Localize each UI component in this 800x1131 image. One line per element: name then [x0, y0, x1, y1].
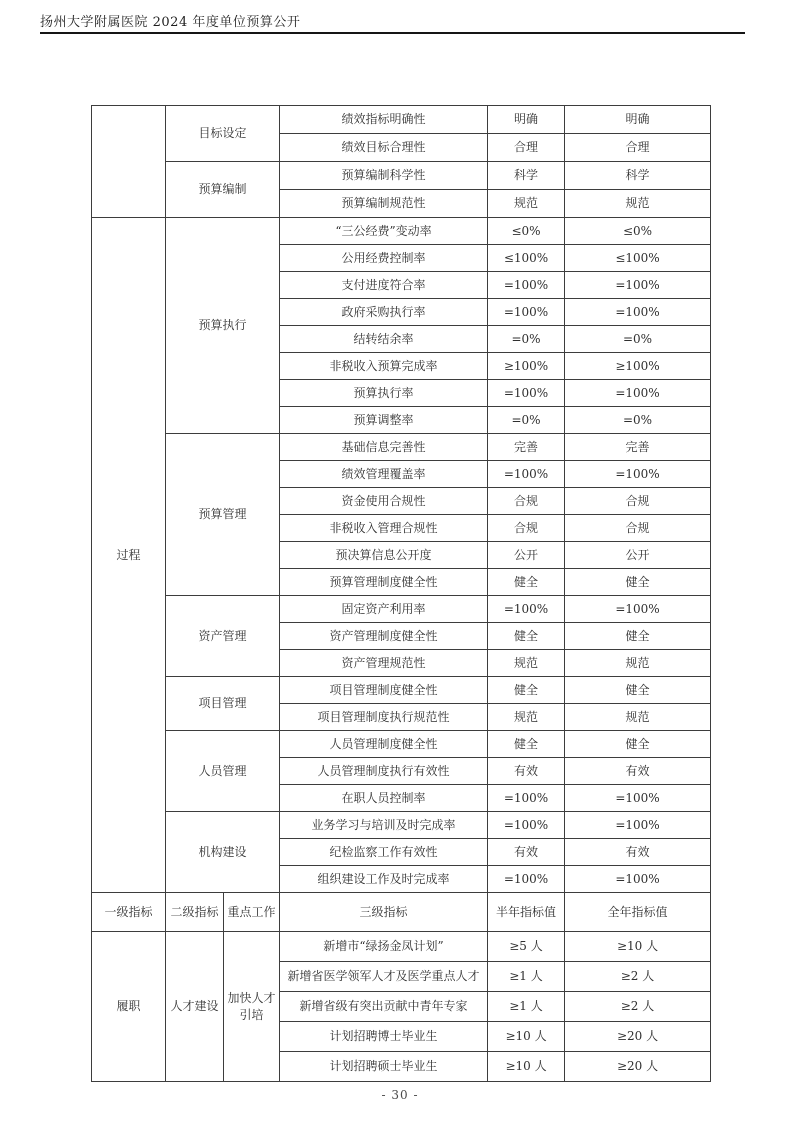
half-year-value-cell: =100% [488, 299, 565, 326]
level3-indicator-cell: 预算执行率 [280, 380, 488, 407]
half-year-value-cell: ≥1 人 [488, 992, 565, 1022]
half-year-value-cell: =100% [488, 785, 565, 812]
full-year-value-cell: ≥10 人 [565, 932, 711, 962]
half-year-value-cell: 明确 [488, 106, 565, 134]
half-year-value-cell: ≤0% [488, 218, 565, 245]
full-year-value-cell: 有效 [565, 758, 711, 785]
level3-indicator-cell: 人员管理制度执行有效性 [280, 758, 488, 785]
table-row [92, 932, 711, 962]
half-year-value-cell: 健全 [488, 623, 565, 650]
full-year-value-cell: ≥20 人 [565, 1022, 711, 1052]
document-header-title: 扬州大学附属医院 2024 年度单位预算公开 [40, 15, 301, 30]
half-year-value-cell: 健全 [488, 731, 565, 758]
full-year-value-cell: ≥2 人 [565, 962, 711, 992]
half-year-value-cell: 完善 [488, 434, 565, 461]
level3-indicator-cell: 资金使用合规性 [280, 488, 488, 515]
full-year-value-cell: 健全 [565, 623, 711, 650]
half-year-value-cell: 健全 [488, 569, 565, 596]
table-row [92, 731, 711, 758]
level3-indicator-cell: 公用经费控制率 [280, 245, 488, 272]
level3-indicator-cell: 支付进度符合率 [280, 272, 488, 299]
half-year-value-cell: =100% [488, 596, 565, 623]
half-year-value-cell: 规范 [488, 704, 565, 731]
half-year-value-cell: 科学 [488, 162, 565, 190]
full-year-value-cell: ≤100% [565, 245, 711, 272]
budget-table-body [92, 106, 711, 1082]
half-year-value-cell: 合规 [488, 488, 565, 515]
half-year-value-cell: 有效 [488, 839, 565, 866]
level3-indicator-cell: 基础信息完善性 [280, 434, 488, 461]
level3-indicator-cell: 新增省级有突出贡献中青年专家 [280, 992, 488, 1022]
budget-performance-table [91, 105, 711, 1082]
full-year-value-cell: 健全 [565, 677, 711, 704]
level2-indicator-cell: 目标设定 [166, 106, 280, 162]
header-divider-rule [40, 32, 745, 34]
level2-indicator-cell: 预算执行 [166, 218, 280, 434]
full-year-value-cell: 合规 [565, 515, 711, 542]
half-year-value-cell: 健全 [488, 677, 565, 704]
level3-indicator-cell: 预算调整率 [280, 407, 488, 434]
full-year-value-cell: ≥100% [565, 353, 711, 380]
level3-indicator-cell: 在职人员控制率 [280, 785, 488, 812]
full-year-value-cell: =100% [565, 272, 711, 299]
level3-indicator-cell: 绩效指标明确性 [280, 106, 488, 134]
full-year-value-cell: =100% [565, 380, 711, 407]
level2-indicator-cell: 机构建设 [166, 812, 280, 893]
table-row [92, 893, 711, 932]
level3-indicator-cell: 预算编制科学性 [280, 162, 488, 190]
column-header-cell: 二级指标 [166, 893, 224, 932]
half-year-value-cell: 合规 [488, 515, 565, 542]
level3-indicator-cell: 纪检监察工作有效性 [280, 839, 488, 866]
level2-indicator-cell: 预算编制 [166, 162, 280, 218]
half-year-value-cell: ≥10 人 [488, 1052, 565, 1082]
half-year-value-cell: 有效 [488, 758, 565, 785]
half-year-value-cell: ≥1 人 [488, 962, 565, 992]
level3-indicator-cell: 资产管理制度健全性 [280, 623, 488, 650]
full-year-value-cell: 健全 [565, 731, 711, 758]
level3-indicator-cell: 人员管理制度健全性 [280, 731, 488, 758]
full-year-value-cell: ≥20 人 [565, 1052, 711, 1082]
column-header-cell: 三级指标 [280, 893, 488, 932]
full-year-value-cell: 完善 [565, 434, 711, 461]
level3-indicator-cell: 新增省医学领军人才及医学重点人才 [280, 962, 488, 992]
full-year-value-cell: =100% [565, 866, 711, 893]
page-number: - 30 - [381, 1088, 419, 1102]
half-year-value-cell: 规范 [488, 650, 565, 677]
half-year-value-cell: =0% [488, 407, 565, 434]
level2-indicator-cell: 资产管理 [166, 596, 280, 677]
level3-indicator-cell: 预算编制规范性 [280, 190, 488, 218]
half-year-value-cell: 规范 [488, 190, 565, 218]
level3-indicator-cell: 计划招聘博士毕业生 [280, 1022, 488, 1052]
column-header-cell: 重点工作 [224, 893, 280, 932]
level3-indicator-cell: 固定资产利用率 [280, 596, 488, 623]
full-year-value-cell: 明确 [565, 106, 711, 134]
level3-indicator-cell: 非税收入预算完成率 [280, 353, 488, 380]
level3-indicator-cell: 绩效管理覆盖率 [280, 461, 488, 488]
half-year-value-cell: =100% [488, 380, 565, 407]
table-row [92, 812, 711, 839]
table-row [92, 677, 711, 704]
half-year-value-cell: 公开 [488, 542, 565, 569]
half-year-value-cell: =0% [488, 326, 565, 353]
level3-indicator-cell: 政府采购执行率 [280, 299, 488, 326]
column-header-cell: 一级指标 [92, 893, 166, 932]
full-year-value-cell: ≥2 人 [565, 992, 711, 1022]
full-year-value-cell: 科学 [565, 162, 711, 190]
level1-indicator-cell [92, 106, 166, 218]
half-year-value-cell: =100% [488, 272, 565, 299]
level2-indicator-cell: 人员管理 [166, 731, 280, 812]
table-row [92, 434, 711, 461]
level3-indicator-cell: 项目管理制度健全性 [280, 677, 488, 704]
level3-indicator-cell: 资产管理规范性 [280, 650, 488, 677]
full-year-value-cell: =0% [565, 407, 711, 434]
column-header-cell: 半年指标值 [488, 893, 565, 932]
full-year-value-cell: 合理 [565, 134, 711, 162]
table-row [92, 218, 711, 245]
level3-indicator-cell: 非税收入管理合规性 [280, 515, 488, 542]
level3-indicator-cell: 预决算信息公开度 [280, 542, 488, 569]
half-year-value-cell: =100% [488, 812, 565, 839]
full-year-value-cell: 规范 [565, 190, 711, 218]
table-row [92, 162, 711, 190]
level3-indicator-cell: 结转结余率 [280, 326, 488, 353]
full-year-value-cell: ≤0% [565, 218, 711, 245]
full-year-value-cell: 有效 [565, 839, 711, 866]
half-year-value-cell: ≤100% [488, 245, 565, 272]
level1-indicator-cell: 履职 [92, 932, 166, 1082]
level3-indicator-cell: 计划招聘硕士毕业生 [280, 1052, 488, 1082]
full-year-value-cell: =100% [565, 812, 711, 839]
level3-indicator-cell: 预算管理制度健全性 [280, 569, 488, 596]
level2-indicator-cell: 预算管理 [166, 434, 280, 596]
level3-indicator-cell: 新增市“绿扬金凤计划” [280, 932, 488, 962]
key-work-cell: 加快人才引培 [224, 932, 280, 1082]
half-year-value-cell: ≥5 人 [488, 932, 565, 962]
table-row [92, 596, 711, 623]
half-year-value-cell: 合理 [488, 134, 565, 162]
level3-indicator-cell: 组织建设工作及时完成率 [280, 866, 488, 893]
level1-indicator-cell: 过程 [92, 218, 166, 893]
table-row [92, 106, 711, 134]
half-year-value-cell: =100% [488, 866, 565, 893]
half-year-value-cell: ≥10 人 [488, 1022, 565, 1052]
level3-indicator-cell: “三公经费”变动率 [280, 218, 488, 245]
full-year-value-cell: =100% [565, 785, 711, 812]
full-year-value-cell: =100% [565, 299, 711, 326]
full-year-value-cell: =0% [565, 326, 711, 353]
full-year-value-cell: 公开 [565, 542, 711, 569]
level2-indicator-cell: 项目管理 [166, 677, 280, 731]
column-header-cell: 全年指标值 [565, 893, 711, 932]
full-year-value-cell: =100% [565, 461, 711, 488]
full-year-value-cell: 健全 [565, 569, 711, 596]
level3-indicator-cell: 绩效目标合理性 [280, 134, 488, 162]
level3-indicator-cell: 业务学习与培训及时完成率 [280, 812, 488, 839]
level2-indicator-cell: 人才建设 [166, 932, 224, 1082]
level3-indicator-cell: 项目管理制度执行规范性 [280, 704, 488, 731]
full-year-value-cell: 合规 [565, 488, 711, 515]
full-year-value-cell: =100% [565, 596, 711, 623]
full-year-value-cell: 规范 [565, 650, 711, 677]
full-year-value-cell: 规范 [565, 704, 711, 731]
half-year-value-cell: ≥100% [488, 353, 565, 380]
half-year-value-cell: =100% [488, 461, 565, 488]
